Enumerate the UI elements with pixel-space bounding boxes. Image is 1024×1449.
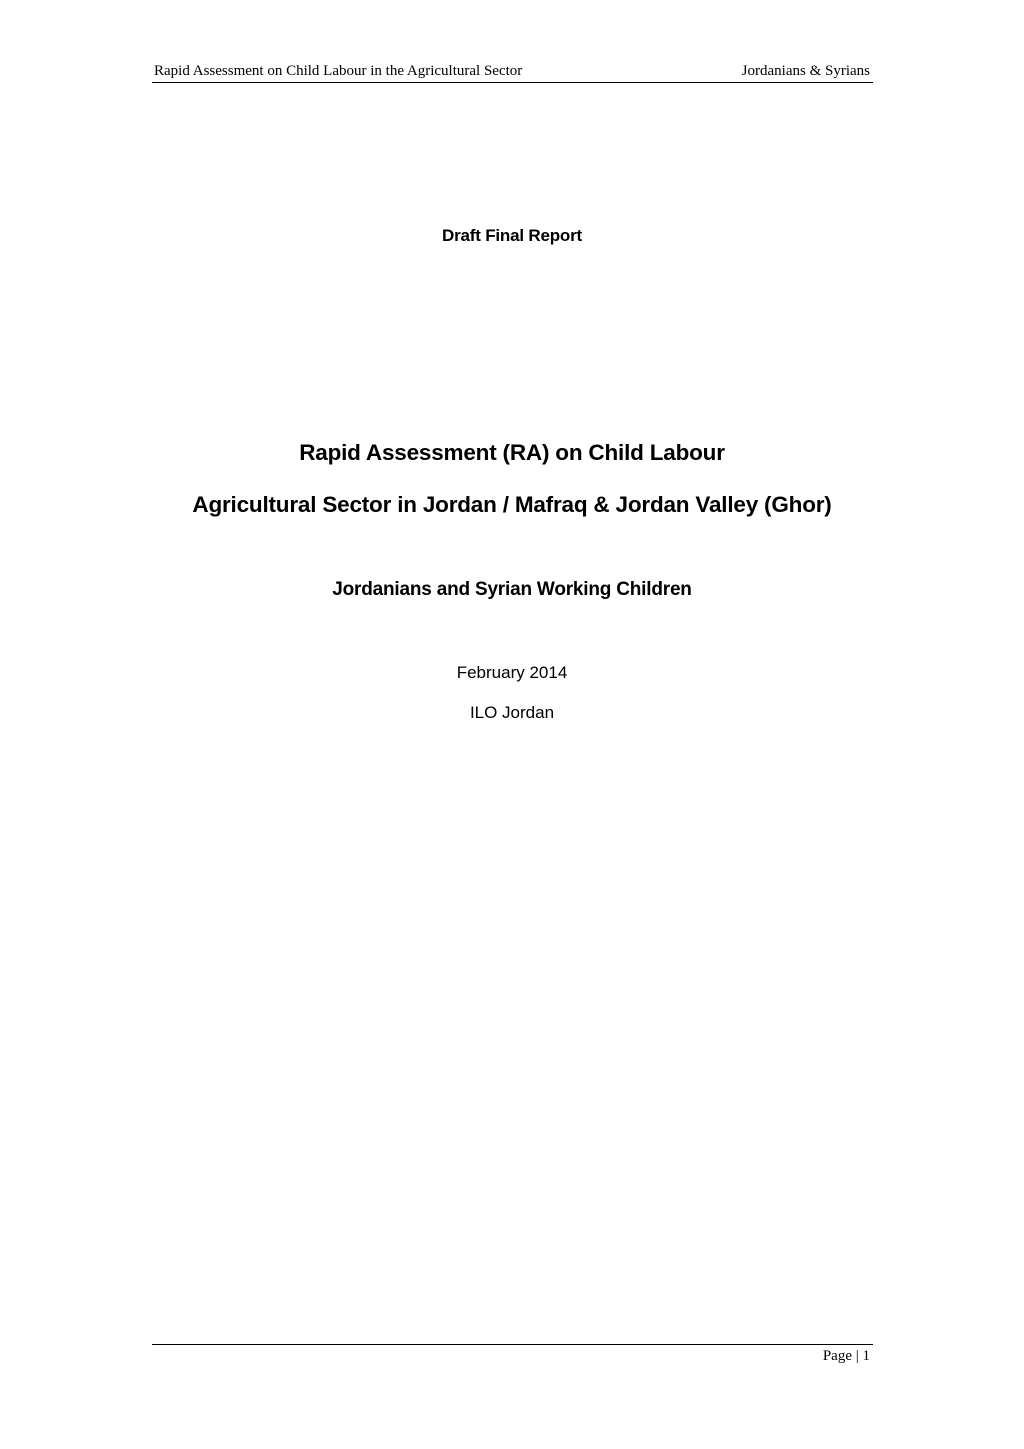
document-title-line-1: Rapid Assessment (RA) on Child Labour — [299, 440, 725, 465]
document-subtitle: Jordanians and Syrian Working Children — [332, 579, 692, 600]
page-header — [152, 60, 873, 83]
page-footer — [152, 1344, 873, 1367]
report-status-label: Draft Final Report — [442, 226, 582, 245]
header-document-title: Rapid Assessment on Child Labour in the Agricultural Sector — [154, 63, 523, 79]
page-number: Page | 1 — [822, 1348, 870, 1364]
publication-date: February 2014 — [456, 663, 568, 682]
header-section-title: Jordanians & Syrians — [741, 63, 870, 79]
document-title-line-2: Agricultural Sector in Jordan / Mafraq & Jordan Valley (Ghor) — [192, 492, 832, 517]
organization-name: ILO Jordan — [469, 703, 555, 722]
